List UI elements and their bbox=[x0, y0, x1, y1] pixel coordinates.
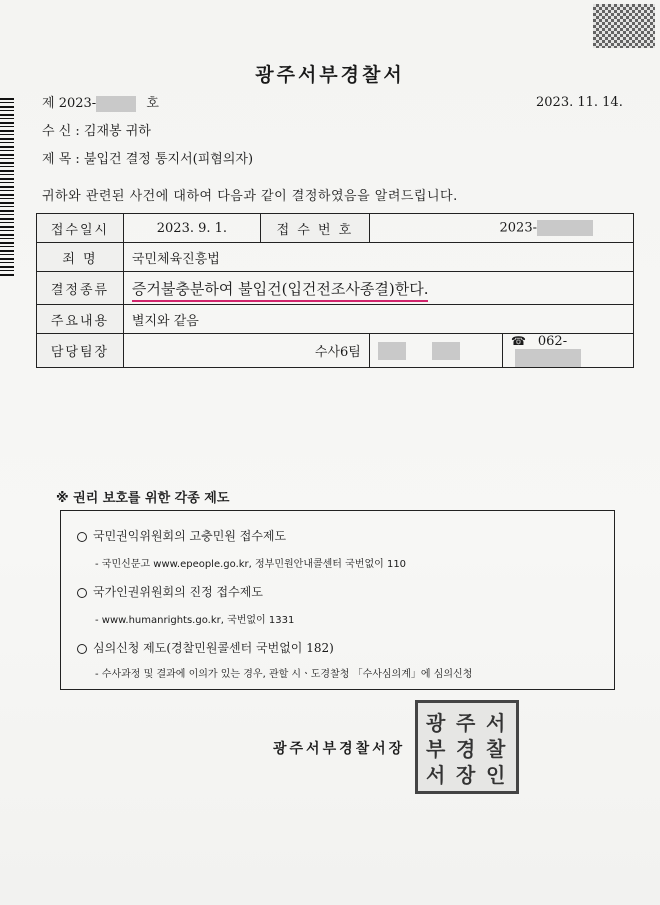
phone-cell bbox=[502, 334, 633, 368]
rights-item-3-detail: - 수사과정 및 결과에 이의가 있는 경우, 관할 시ㆍ도경찰청 「수사심의계」에 심의신청 bbox=[95, 669, 473, 680]
list-item bbox=[77, 583, 263, 600]
qr-code-image bbox=[593, 4, 655, 48]
subject-row bbox=[42, 148, 253, 167]
doc-number-suffix: 호 bbox=[146, 96, 159, 111]
phone-icon: ☎ bbox=[510, 334, 526, 348]
content-label: 주요내용 bbox=[37, 305, 124, 334]
phone-prefix: 062- bbox=[537, 334, 568, 349]
redacted-box bbox=[515, 349, 581, 367]
content-value: 별지와 같음 bbox=[123, 305, 633, 334]
redacted-box bbox=[537, 220, 593, 236]
table-row bbox=[37, 272, 634, 305]
charge-value: 국민체육진흥법 bbox=[123, 243, 633, 272]
decision-cell bbox=[123, 272, 633, 305]
table-row bbox=[37, 305, 634, 334]
page-title: 광주서부경찰서 bbox=[255, 64, 405, 86]
received-date-value: 2023. 9. 1. bbox=[123, 214, 260, 243]
rights-item-2-detail: - www.humanrights.go.kr, 국번없이 1331 bbox=[95, 615, 295, 626]
doc-number-prefix: 제 2023- bbox=[42, 96, 97, 111]
list-item bbox=[77, 527, 286, 544]
recipient-label: 수 신 : bbox=[42, 124, 80, 139]
case-number-cell bbox=[369, 214, 633, 243]
issue-date: 2023. 11. 14. bbox=[536, 95, 623, 110]
decision-label: 결정종류 bbox=[37, 272, 124, 305]
charge-label: 죄 명 bbox=[37, 243, 124, 272]
redacted-box bbox=[378, 342, 406, 360]
table-row bbox=[37, 334, 634, 368]
signer-name: 광주서부경찰서장 bbox=[273, 741, 406, 757]
officer-label: 담당팀장 bbox=[37, 334, 124, 368]
rights-item-2: 국가인권위원회의 진정 접수제도 bbox=[93, 585, 263, 599]
circle-bullet-icon bbox=[77, 644, 87, 654]
barcode-image bbox=[0, 98, 14, 278]
redacted-box bbox=[96, 96, 136, 112]
decision-value: 증거불충분하여 불입건(입건전조사종결)한다. bbox=[132, 280, 429, 302]
decision-table bbox=[36, 213, 634, 368]
rights-box bbox=[60, 510, 615, 690]
recipient-row bbox=[42, 120, 151, 139]
redacted-box bbox=[432, 342, 460, 360]
rights-item-1: 국민권익위원회의 고충민원 접수제도 bbox=[93, 529, 287, 543]
subject-value: 불입건 결정 통지서(피혐의자) bbox=[83, 152, 254, 167]
subject-label: 제 목 : bbox=[42, 152, 80, 167]
circle-bullet-icon bbox=[77, 532, 87, 542]
rights-section-title: ※ 권리 보호를 위한 각종 제도 bbox=[56, 491, 230, 506]
circle-bullet-icon bbox=[77, 588, 87, 598]
official-seal-stamp: 광 주 서 부 경 찰 서 장 인 bbox=[415, 700, 519, 794]
case-number-label: 접 수 번 호 bbox=[260, 214, 369, 243]
doc-number bbox=[42, 92, 159, 112]
table-row bbox=[37, 214, 634, 243]
case-number-prefix: 2023- bbox=[499, 220, 537, 236]
table-row bbox=[37, 243, 634, 272]
intro-text: 귀하와 관련된 사건에 대하여 다음과 같이 결정하였음을 알려드립니다. bbox=[42, 189, 458, 204]
rights-item-1-detail: - 국민신문고 www.epeople.go.kr, 정부민원안내콜센터 국번없이 110 bbox=[95, 559, 407, 570]
officer-name-cell bbox=[369, 334, 502, 368]
received-date-label: 접수일시 bbox=[37, 214, 124, 243]
list-item bbox=[77, 639, 334, 656]
rights-item-3: 심의신청 제도(경찰민원콜센터 국번없이 182) bbox=[93, 641, 334, 655]
recipient-value: 김재봉 귀하 bbox=[83, 124, 151, 139]
team-value: 수사6팀 bbox=[123, 334, 369, 368]
